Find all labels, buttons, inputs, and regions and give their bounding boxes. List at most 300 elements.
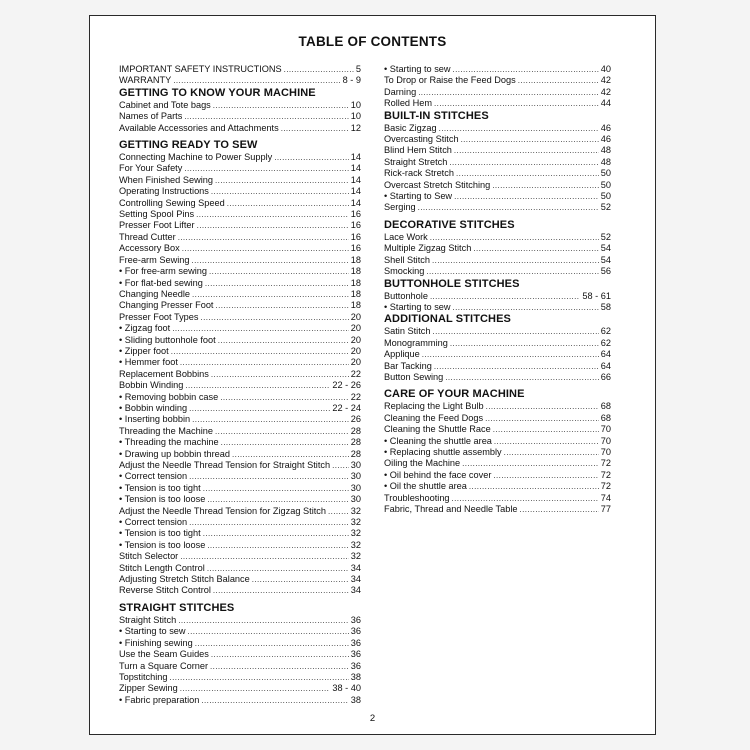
dot-leader: [450, 338, 599, 349]
toc-entry-title: Use the Seam Guides: [119, 649, 209, 660]
toc-entry: [119, 323, 361, 334]
toc-entry-page: 20: [350, 311, 361, 322]
toc-entry: [384, 232, 611, 243]
toc-entry-page: 20: [350, 345, 361, 356]
toc-entry-title: Adjust the Needle Thread Tension for Zigzag Stitch: [119, 505, 327, 516]
toc-entry-title: Cabinet and Tote bags: [119, 99, 211, 110]
toc-entry: [119, 471, 361, 482]
toc-entry-title: • Fabric preparation: [119, 694, 200, 705]
dot-leader: [197, 220, 349, 231]
dot-leader: [209, 266, 349, 277]
dot-leader: [178, 232, 349, 243]
toc-entry-page: 50: [600, 168, 611, 179]
toc-entry-title: • Inserting bobbin: [119, 414, 191, 425]
toc-entry-title: • Finishing sewing: [119, 637, 193, 648]
dot-leader: [220, 392, 349, 403]
toc-entry-title: • Sliding buttonhole foot: [119, 334, 216, 345]
dot-leader: [422, 349, 599, 360]
toc-entry-title: • Removing bobbin case: [119, 391, 219, 402]
toc-entry-page: 70: [600, 435, 611, 446]
toc-entry: [384, 436, 611, 447]
section-heading: BUTTONHOLE STITCHES: [384, 277, 520, 290]
toc-entry: [119, 335, 361, 346]
toc-entry-page: 72: [600, 481, 611, 492]
toc-entry-page: 34: [350, 562, 361, 573]
toc-entry: [119, 198, 361, 209]
toc-entry: [119, 255, 361, 266]
toc-entry-page: 62: [600, 337, 611, 348]
toc-entry: [119, 369, 361, 380]
toc-entry-title: Shell Stitch: [384, 254, 430, 265]
toc-entry-page: 20: [350, 323, 361, 334]
dot-leader: [171, 346, 349, 357]
toc-entry-page: 50: [600, 179, 611, 190]
toc-entry-title: Bobbin Winding: [119, 380, 184, 391]
toc-entry-title: • Correct tension: [119, 517, 188, 528]
toc-entry-title: For Your Safety: [119, 163, 183, 174]
toc-entry-title: Lace Work: [384, 231, 428, 242]
page-number: 2: [369, 713, 376, 724]
dot-leader: [494, 436, 599, 447]
dot-leader: [178, 615, 349, 626]
toc-entry-title: • Tension is too loose: [119, 539, 206, 550]
dot-leader: [434, 98, 599, 109]
dot-leader: [284, 64, 354, 75]
toc-entry: [384, 191, 611, 202]
toc-entry-title: • Starting to Sew: [384, 191, 453, 202]
toc-entry: [384, 493, 611, 504]
toc-entry-title: • Hemmer foot: [119, 357, 178, 368]
toc-entry-title: • Replacing shuttle assembly: [384, 446, 502, 457]
toc-entry-page: 20: [350, 357, 361, 368]
toc-entry-title: • Bobbin winding: [119, 402, 188, 413]
dot-leader: [461, 134, 599, 145]
toc-entry-page: 56: [600, 266, 611, 277]
toc-entry-title: • Threading the machine: [119, 437, 219, 448]
toc-entry-title: Changing Presser Foot: [119, 300, 214, 311]
toc-entry: [384, 470, 611, 481]
toc-entry-page: 68: [600, 412, 611, 423]
dot-leader: [418, 87, 599, 98]
toc-entry: [119, 449, 361, 460]
toc-entry-page: 22: [350, 368, 361, 379]
toc-entry-page: 12: [350, 122, 361, 133]
toc-entry-title: Multiple Zigzag Stitch: [384, 243, 472, 254]
dot-leader: [191, 255, 348, 266]
toc-entry: [119, 615, 361, 626]
dot-leader: [449, 157, 598, 168]
toc-entry: [384, 202, 611, 213]
toc-entry-page: 70: [600, 424, 611, 435]
toc-entry: [119, 289, 361, 300]
toc-entry: [119, 638, 361, 649]
dot-leader: [462, 458, 599, 469]
toc-entry: [384, 75, 611, 86]
toc-entry: [384, 338, 611, 349]
toc-entry-page: 5: [355, 64, 361, 74]
toc-entry-page: 32: [350, 517, 361, 528]
toc-entry-title: Button Sewing: [384, 371, 444, 382]
dot-leader: [211, 649, 349, 660]
toc-entry: [384, 98, 611, 109]
dot-leader: [221, 437, 349, 448]
toc-entry: [119, 626, 361, 637]
toc-entry-title: • Cleaning the shuttle area: [384, 435, 492, 446]
dot-leader: [456, 168, 599, 179]
toc-entry-page: 62: [600, 326, 611, 337]
toc-entry-page: 42: [600, 86, 611, 97]
toc-entry-title: • Drawing up bobbin thread: [119, 448, 230, 459]
dot-leader: [213, 585, 349, 596]
dot-leader: [182, 243, 349, 254]
dot-leader: [211, 186, 349, 197]
dot-leader: [432, 326, 598, 337]
toc-entry-title: Monogramming: [384, 337, 448, 348]
dot-leader: [430, 232, 599, 243]
toc-entry-page: 74: [600, 492, 611, 503]
toc-entry: [119, 152, 361, 163]
dot-leader: [184, 163, 348, 174]
toc-entry: [119, 494, 361, 505]
toc-entry-title: Presser Foot Types: [119, 311, 199, 322]
toc-entry: [384, 326, 611, 337]
toc-entry-title: Topstitching: [119, 671, 168, 682]
toc-entry-title: Bar Tacking: [384, 360, 432, 371]
toc-entry-page: 54: [600, 243, 611, 254]
toc-entry: [119, 426, 361, 437]
dot-leader: [454, 191, 599, 202]
toc-entry: [119, 437, 361, 448]
toc-entry: [119, 403, 361, 414]
toc-entry-title: • Tension is too loose: [119, 494, 206, 505]
toc-entry-title: Replacement Bobbins: [119, 368, 209, 379]
toc-entry-title: Buttonhole: [384, 290, 428, 301]
toc-entry-page: 36: [350, 626, 361, 637]
dot-leader: [180, 357, 349, 368]
toc-entry-page: 14: [350, 163, 361, 174]
dot-leader: [452, 493, 599, 504]
dot-leader: [434, 361, 599, 372]
dot-leader: [432, 255, 599, 266]
dot-leader: [184, 111, 348, 122]
toc-entry-title: Controlling Sewing Speed: [119, 197, 225, 208]
toc-entry-page: 54: [600, 254, 611, 265]
toc-entry-title: Straight Stretch: [384, 156, 448, 167]
toc-entry: [384, 266, 611, 277]
toc-entry-page: 36: [350, 637, 361, 648]
toc-entry: [119, 574, 361, 585]
toc-entry: [119, 392, 361, 403]
toc-entry-page: 44: [600, 98, 611, 109]
toc-entry-title: • Oil behind the face cover: [384, 469, 492, 480]
toc-entry-title: Operating Instructions: [119, 186, 209, 197]
toc-entry-title: To Drop or Raise the Feed Dogs: [384, 75, 516, 86]
toc-entry-title: Reverse Stitch Control: [119, 585, 211, 596]
toc-entry-page: 77: [600, 504, 611, 514]
toc-entry: [384, 180, 611, 191]
dot-leader: [201, 695, 348, 706]
toc-entry-title: • Zigzag foot: [119, 323, 171, 334]
toc-entry-title: Free-arm Sewing: [119, 254, 190, 265]
toc-entry-page: 28: [350, 437, 361, 448]
toc-entry: [119, 517, 361, 528]
section-heading: GETTING READY TO SEW: [119, 139, 258, 152]
toc-left-column: [119, 64, 361, 706]
toc-entry: [119, 414, 361, 425]
dot-leader: [215, 426, 349, 437]
toc-entry: [384, 168, 611, 179]
toc-entry: [119, 528, 361, 539]
toc-entry-page: 36: [350, 614, 361, 625]
toc-entry-page: 48: [600, 145, 611, 156]
dot-leader: [172, 323, 349, 334]
toc-entry: [384, 255, 611, 266]
dot-leader: [281, 123, 349, 134]
dot-leader: [207, 563, 349, 574]
toc-entry-title: Overcasting Stitch: [384, 134, 459, 145]
toc-entry-page: 30: [350, 471, 361, 482]
toc-entry: [119, 312, 361, 323]
toc-entry: [119, 649, 361, 660]
toc-entry-page: 32: [350, 539, 361, 550]
dot-leader: [493, 424, 599, 435]
toc-entry-page: 16: [350, 209, 361, 220]
dot-leader: [180, 551, 349, 562]
page-title: TABLE OF CONTENTS: [298, 34, 447, 49]
toc-entry-title: Straight Stitch: [119, 614, 177, 625]
toc-entry: [384, 481, 611, 492]
toc-entry: [119, 209, 361, 220]
toc-entry-title: • Tension is too tight: [119, 528, 201, 539]
toc-entry-page: 22 - 26: [332, 380, 361, 391]
toc-entry-title: Oiling the Machine: [384, 458, 461, 469]
dot-leader: [453, 64, 599, 75]
toc-entry: [384, 134, 611, 145]
section-heading: DECORATIVE STITCHES: [384, 218, 515, 231]
toc-entry-title: • Starting to sew: [384, 64, 451, 74]
toc-entry: [119, 540, 361, 551]
toc-entry-page: 46: [600, 134, 611, 145]
toc-entry-title: Satin Stitch: [384, 326, 431, 337]
dot-leader: [189, 403, 330, 414]
toc-entry-page: 52: [600, 202, 611, 213]
toc-entry: [119, 300, 361, 311]
dot-leader: [201, 312, 349, 323]
toc-entry-page: 58 - 61: [582, 290, 611, 301]
toc-entry-page: 42: [600, 75, 611, 86]
toc-entry-title: Turn a Square Corner: [119, 660, 209, 671]
dot-leader: [328, 506, 349, 517]
dot-leader: [215, 175, 349, 186]
toc-entry-page: 10: [350, 111, 361, 122]
dot-leader: [493, 470, 598, 481]
dot-leader: [192, 289, 349, 300]
toc-entry: [119, 100, 361, 111]
toc-entry: [119, 695, 361, 706]
dot-leader: [195, 638, 349, 649]
toc-entry-title: Thread Cutter: [119, 231, 176, 242]
toc-entry: [119, 551, 361, 562]
toc-entry-page: 30: [350, 482, 361, 493]
dot-leader: [207, 494, 348, 505]
toc-entry-page: 14: [350, 197, 361, 208]
toc-entry-title: Replacing the Light Bulb: [384, 401, 484, 412]
toc-entry-page: 34: [350, 574, 361, 585]
toc-right-column: [384, 64, 611, 515]
toc-entry: [119, 661, 361, 672]
dot-leader: [203, 483, 349, 494]
dot-leader: [170, 672, 349, 683]
toc-entry-page: 40: [600, 64, 611, 74]
toc-entry-title: Darning: [384, 86, 417, 97]
section-heading: CARE OF YOUR MACHINE: [384, 388, 525, 401]
section-heading: ADDITIONAL STITCHES: [384, 313, 511, 326]
toc-entry-page: 16: [350, 243, 361, 254]
toc-entry-title: Cleaning the Feed Dogs: [384, 412, 484, 423]
toc-entry-title: Overcast Stretch Stitching: [384, 179, 491, 190]
toc-entry-title: Threading the Machine: [119, 425, 213, 436]
toc-entry: [119, 266, 361, 277]
toc-entry: [119, 220, 361, 231]
toc-entry-page: 22 - 24: [332, 402, 361, 413]
toc-entry-title: Rolled Hem: [384, 98, 432, 109]
toc-entry-title: • Zipper foot: [119, 345, 169, 356]
toc-entry: [119, 506, 361, 517]
toc-entry-page: 26: [350, 414, 361, 425]
toc-entry-title: Presser Foot Lifter: [119, 220, 195, 231]
toc-entry-page: 72: [600, 458, 611, 469]
dot-leader: [203, 528, 349, 539]
toc-entry-title: Rick-rack Stretch: [384, 168, 454, 179]
toc-entry-page: 20: [350, 334, 361, 345]
toc-entry-page: 16: [350, 231, 361, 242]
toc-entry: [384, 87, 611, 98]
toc-entry-page: 68: [600, 401, 611, 412]
toc-entry-page: 64: [600, 349, 611, 360]
toc-entry: [119, 232, 361, 243]
toc-entry: [119, 75, 361, 86]
dot-leader: [445, 372, 599, 383]
toc-entry: [119, 186, 361, 197]
toc-entry-title: When Finished Sewing: [119, 174, 213, 185]
toc-entry-page: 34: [350, 585, 361, 596]
dot-leader: [252, 574, 349, 585]
dot-leader: [192, 414, 349, 425]
dot-leader: [332, 460, 349, 471]
dot-leader: [213, 100, 349, 111]
toc-entry-page: 30: [350, 460, 361, 470]
dot-leader: [473, 243, 598, 254]
toc-entry: [119, 111, 361, 122]
toc-entry: [384, 413, 611, 424]
toc-entry: [384, 302, 611, 313]
toc-entry: [384, 243, 611, 254]
dot-leader: [454, 145, 599, 156]
toc-entry-title: Stitch Length Control: [119, 562, 205, 573]
section-heading: BUILT-IN STITCHES: [384, 109, 489, 122]
toc-entry-page: 18: [350, 254, 361, 265]
toc-entry-page: 30: [350, 494, 361, 505]
toc-entry-page: 14: [350, 186, 361, 197]
toc-entry-page: 52: [600, 231, 611, 242]
dot-leader: [426, 266, 598, 277]
toc-entry: [119, 563, 361, 574]
toc-entry-page: 18: [350, 266, 361, 277]
document-page: [89, 15, 656, 735]
toc-entry: [119, 163, 361, 174]
toc-entry: [119, 380, 361, 391]
toc-entry-title: Serging: [384, 202, 416, 213]
toc-entry-page: 48: [600, 156, 611, 167]
toc-entry: [119, 483, 361, 494]
toc-entry-page: 38 - 40: [332, 683, 361, 694]
dot-leader: [519, 504, 598, 515]
toc-entry-page: 14: [350, 152, 361, 163]
toc-entry: [119, 123, 361, 134]
toc-entry: [119, 243, 361, 254]
dot-leader: [189, 517, 349, 528]
toc-entry: [384, 361, 611, 372]
toc-entry: [384, 64, 611, 75]
toc-entry: [384, 458, 611, 469]
toc-entry-page: 14: [350, 174, 361, 185]
toc-entry-page: 28: [350, 425, 361, 436]
toc-entry-page: 18: [350, 277, 361, 288]
toc-entry-title: Cleaning the Shuttle Race: [384, 424, 491, 435]
toc-entry: [119, 346, 361, 357]
toc-entry: [119, 683, 361, 694]
toc-entry-title: Available Accessories and Attachments: [119, 122, 279, 133]
toc-entry-page: 64: [600, 360, 611, 371]
dot-leader: [518, 75, 599, 86]
dot-leader: [274, 152, 349, 163]
toc-entry: [119, 64, 361, 75]
toc-entry-page: 38: [350, 671, 361, 682]
toc-entry: [119, 175, 361, 186]
toc-entry-page: 32: [350, 551, 361, 562]
toc-entry-title: • Oil the shuttle area: [384, 481, 467, 492]
toc-entry: [119, 672, 361, 683]
toc-entry-title: Changing Needle: [119, 288, 191, 299]
toc-entry-page: 10: [350, 99, 361, 110]
toc-entry-title: Setting Spool Pins: [119, 209, 195, 220]
toc-entry-page: 8 - 9: [342, 75, 361, 86]
toc-entry-page: 58: [600, 301, 611, 312]
toc-entry-page: 18: [350, 300, 361, 311]
toc-entry: [384, 123, 611, 134]
dot-leader: [189, 471, 349, 482]
dot-leader: [469, 481, 599, 492]
toc-entry-title: Adjust the Needle Thread Tension for Straight Stitch: [119, 460, 331, 470]
dot-leader: [485, 413, 599, 424]
dot-leader: [215, 300, 348, 311]
dot-leader: [211, 369, 349, 380]
toc-entry: [119, 585, 361, 596]
toc-entry-title: Blind Hem Stitch: [384, 145, 452, 156]
toc-entry-page: 32: [350, 505, 361, 516]
toc-entry-page: 38: [350, 694, 361, 705]
toc-entry-page: 66: [600, 371, 611, 382]
toc-entry-page: 28: [350, 448, 361, 459]
toc-entry-title: Stitch Selector: [119, 551, 179, 562]
toc-entry: [384, 349, 611, 360]
toc-entry-page: 16: [350, 220, 361, 231]
toc-entry-title: Zipper Sewing: [119, 683, 178, 694]
toc-entry-title: • Correct tension: [119, 471, 188, 482]
dot-leader: [205, 278, 349, 289]
toc-entry-page: 36: [350, 660, 361, 671]
toc-entry: [384, 145, 611, 156]
